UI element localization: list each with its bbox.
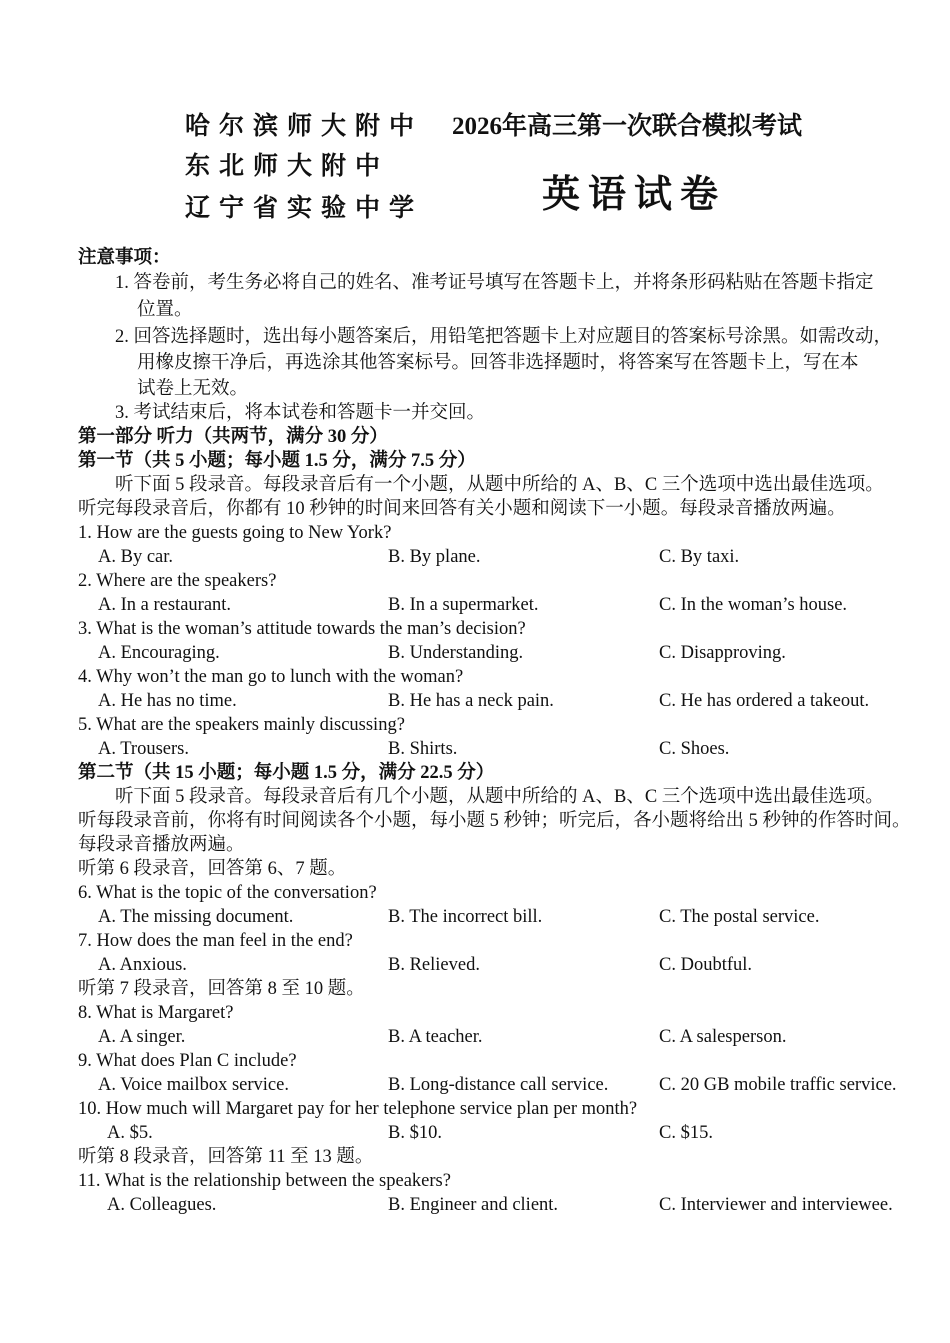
option-c: C. A salesperson. <box>659 1027 787 1047</box>
instruction-line: 听下面 5 段录音。每段录音后有几个小题，从题中所给的 A、B、C 三个选项中选出最佳选项。 <box>115 787 884 807</box>
notice-line: 试卷上无效。 <box>137 379 249 399</box>
option-a: A. Encouraging. <box>98 643 220 663</box>
part-title: 第一部分 听力（共两节，满分 30 分） <box>78 427 388 447</box>
question-text: 10. How much will Margaret pay for her telephone service plan per month? <box>78 1099 638 1119</box>
option-b: B. Engineer and client. <box>388 1195 559 1215</box>
option-a: A. He has no time. <box>98 691 237 711</box>
question-text: 9. What does Plan C include? <box>78 1051 297 1071</box>
option-b: B. He has a neck pain. <box>388 691 554 711</box>
option-c: C. By taxi. <box>659 547 740 567</box>
instruction-line: 听完每段录音后，你都有 10 秒钟的时间来回答有关小题和阅读下一小题。每段录音播放两遍。 <box>78 499 846 519</box>
group-heading: 听第 8 段录音，回答第 11 至 13 题。 <box>78 1147 374 1167</box>
option-c: C. The postal service. <box>659 907 820 927</box>
section-title: 第二节（共 15 小题；每小题 1.5 分，满分 22.5 分） <box>78 763 495 783</box>
option-a: A. Voice mailbox service. <box>98 1075 289 1095</box>
question-text: 2. Where are the speakers? <box>78 571 277 591</box>
option-a: A. Trousers. <box>98 739 189 759</box>
option-b: B. In a supermarket. <box>388 595 539 615</box>
option-c: C. In the woman’s house. <box>659 595 848 615</box>
option-a: A. A singer. <box>98 1027 186 1047</box>
option-c: C. 20 GB mobile traffic service. <box>659 1075 897 1095</box>
question-text: 1. How are the guests going to New York? <box>78 523 392 543</box>
school-name: 辽宁省实验中学 <box>185 195 424 222</box>
option-b: B. Long-distance call service. <box>388 1075 609 1095</box>
option-b: B. Shirts. <box>388 739 458 759</box>
option-a: A. $5. <box>107 1123 153 1143</box>
notice-title: 注意事项： <box>78 248 171 268</box>
instruction-line: 听每段录音前，你将有时间阅读各个小题，每小题 5 秒钟；听完后，各小题将给出 5 秒钟的作答时间。 <box>78 811 911 831</box>
option-b: B. Understanding. <box>388 643 524 663</box>
section-title: 第一节（共 5 小题；每小题 1.5 分，满分 7.5 分） <box>78 451 476 471</box>
question-text: 5. What are the speakers mainly discussing? <box>78 715 405 735</box>
question-text: 3. What is the woman’s attitude towards the man’s decision? <box>78 619 526 639</box>
option-b: B. A teacher. <box>388 1027 483 1047</box>
option-c: C. Doubtful. <box>659 955 753 975</box>
question-text: 7. How does the man feel in the end? <box>78 931 353 951</box>
question-text: 8. What is Margaret? <box>78 1003 234 1023</box>
option-b: B. By plane. <box>388 547 481 567</box>
option-c: C. Interviewer and interviewee. <box>659 1195 893 1215</box>
notice-line: 用橡皮擦干净后，再选涂其他答案标号。回答非选择题时，将答案写在答题卡上，写在本 <box>137 353 859 373</box>
option-b: B. Relieved. <box>388 955 480 975</box>
notice-line: 位置。 <box>137 300 193 320</box>
question-text: 4. Why won’t the man go to lunch with the woman? <box>78 667 464 687</box>
exam-title: 2026年高三第一次联合模拟考试 <box>452 113 803 140</box>
option-c: C. Shoes. <box>659 739 730 759</box>
group-heading: 听第 7 段录音，回答第 8 至 10 题。 <box>78 979 365 999</box>
notice-line: 2. 回答选择题时，选出每小题答案后，用铅笔把答题卡上对应题目的答案标号涂黑。如需改动， <box>115 327 893 347</box>
option-a: A. Colleagues. <box>107 1195 217 1215</box>
option-b: B. $10. <box>388 1123 442 1143</box>
school-name: 东北师大附中 <box>185 153 390 180</box>
option-a: A. By car. <box>98 547 174 567</box>
option-b: B. The incorrect bill. <box>388 907 543 927</box>
instruction-line: 听下面 5 段录音。每段录音后有一个小题，从题中所给的 A、B、C 三个选项中选出最佳选项。 <box>115 475 884 495</box>
question-text: 6. What is the topic of the conversation? <box>78 883 377 903</box>
option-c: C. $15. <box>659 1123 713 1143</box>
option-a: A. The missing document. <box>98 907 294 927</box>
school-name: 哈尔滨师大附中 <box>185 113 424 140</box>
option-c: C. Disapproving. <box>659 643 786 663</box>
option-a: A. Anxious. <box>98 955 187 975</box>
question-text: 11. What is the relationship between the speakers? <box>78 1171 451 1191</box>
notice-line: 1. 答卷前，考生务必将自己的姓名、准考证号填写在答题卡上，并将条形码粘贴在答题卡指定 <box>115 273 874 293</box>
group-heading: 听第 6 段录音，回答第 6、7 题。 <box>78 859 347 879</box>
subject-title: 英语试卷 <box>542 174 727 216</box>
option-c: C. He has ordered a takeout. <box>659 691 870 711</box>
notice-line: 3. 考试结束后，将本试卷和答题卡一并交回。 <box>115 403 486 423</box>
option-a: A. In a restaurant. <box>98 595 232 615</box>
instruction-line: 每段录音播放两遍。 <box>78 835 245 855</box>
